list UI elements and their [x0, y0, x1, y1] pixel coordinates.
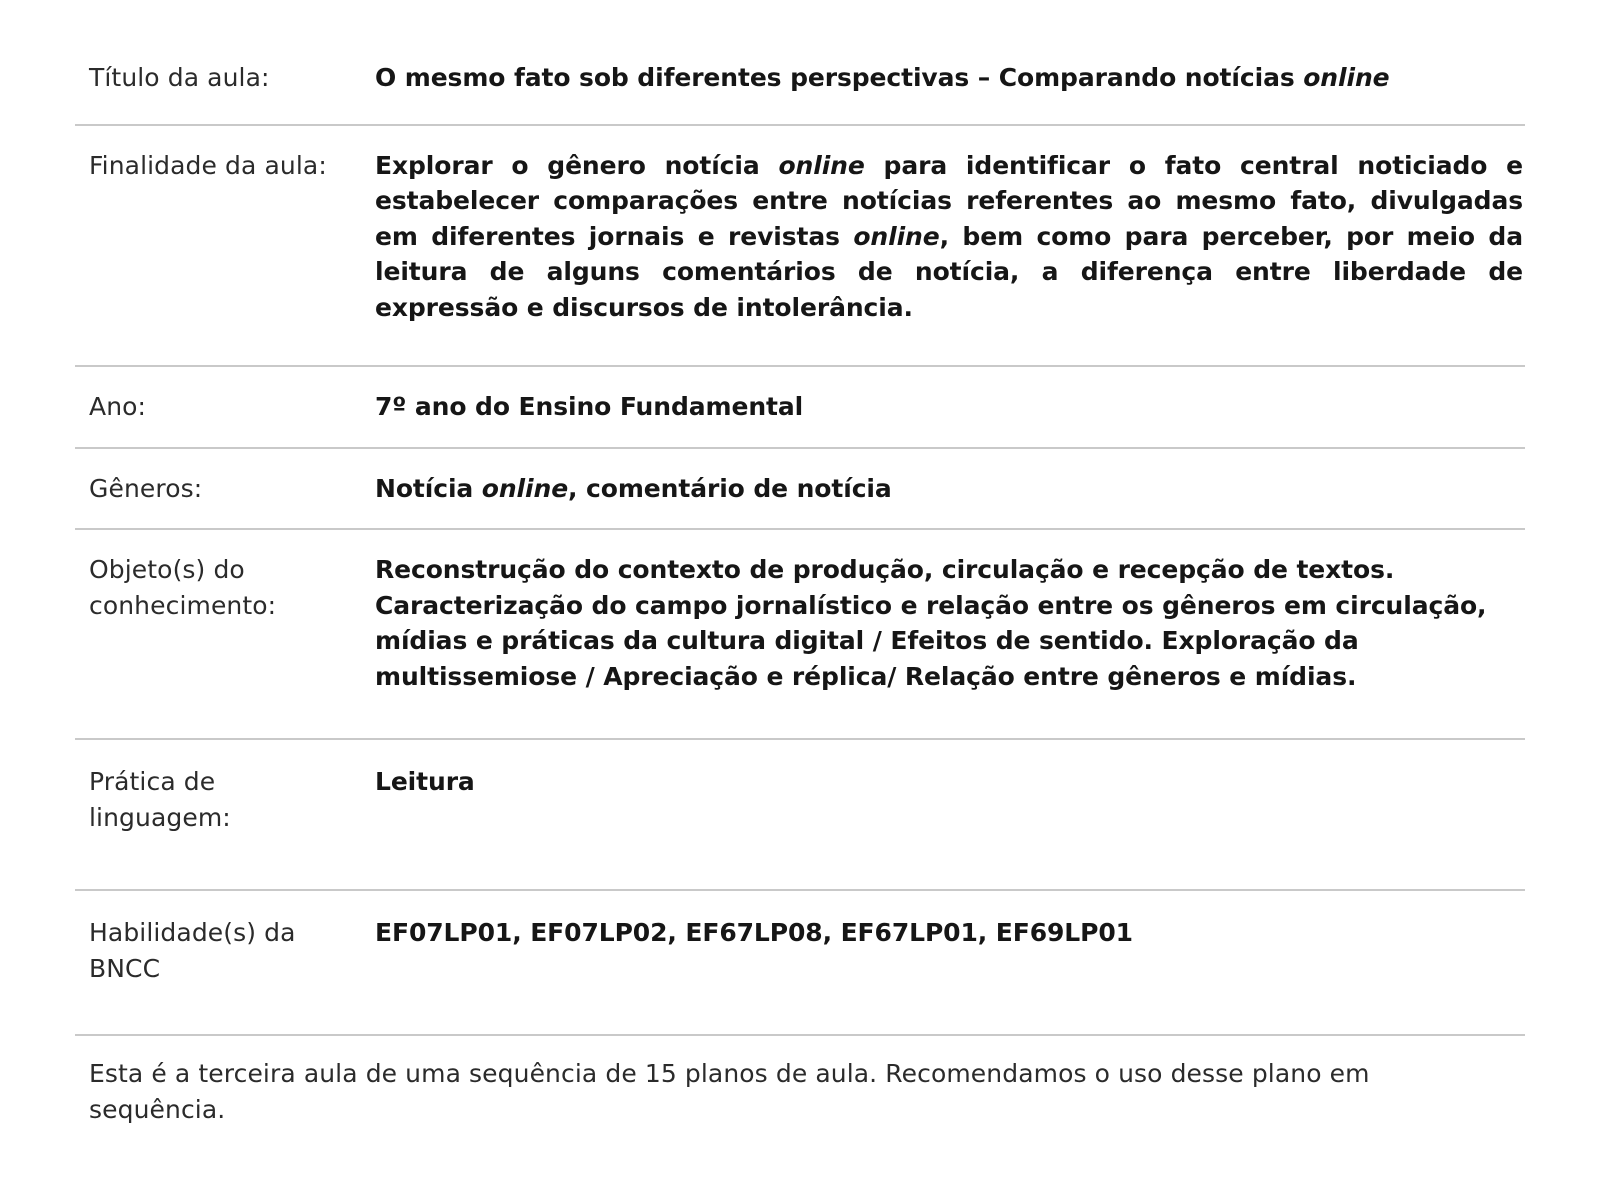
table-row-objetos: [75, 528, 1525, 738]
lesson-plan-table: [75, 0, 1525, 1145]
generos-italic-online: online: [481, 473, 569, 503]
row-value-objetos: Reconstrução do contexto de produção, circulação e recepção de textos. Caracterização do campo jornalístico e relação entre os gêneros em circulação, mídias e práticas da cultura digital / Efeitos de sentido. Exploração da multissemiose / Apreciação e réplica/ Relação entre gêneros e mídias.: [375, 555, 1487, 691]
table-row-habilidades: [75, 889, 1525, 1034]
finalidade-italic-online-1: online: [778, 150, 865, 180]
row-value-pratica: Leitura: [375, 767, 475, 796]
row-label-pratica: Prática de linguagem:: [89, 767, 231, 832]
row-label-objetos: Objeto(s) do conhecimento:: [89, 555, 277, 620]
table-row-pratica: [75, 738, 1525, 889]
row-label-finalidade: Finalidade da aula:: [89, 150, 327, 180]
row-value-habilidades: EF07LP01, EF07LP02, EF67LP08, EF67LP01, EF69LP01: [375, 918, 1133, 947]
table-row-footer-note: [75, 1034, 1525, 1145]
table-row-ano: [75, 365, 1525, 447]
table-row-finalidade: [75, 124, 1525, 366]
generos-text-2: , comentário de notícia: [568, 473, 892, 503]
row-label-generos: Gêneros:: [89, 473, 203, 503]
footer-note: Esta é a terceira aula de uma sequência de 15 planos de aula. Recomendamos o uso desse plano em sequência.: [89, 1059, 1370, 1124]
finalidade-text-1: Explorar o gênero notícia: [375, 150, 779, 180]
row-value-titulo: [375, 34, 1525, 124]
row-value-generos: [375, 449, 1525, 529]
row-label-titulo: Título da aula:: [89, 63, 270, 92]
table-row-generos: [75, 447, 1525, 529]
row-label-habilidades: Habilidade(s) da BNCC: [89, 918, 296, 983]
generos-text-1: Notícia: [375, 473, 482, 503]
row-value-ano: 7º ano do Ensino Fundamental: [375, 392, 804, 421]
row-label-ano: Ano:: [89, 392, 147, 421]
finalidade-text-2: para identificar o fato central noticiado e estabelecer comparações entre notícias referentes ao mesmo fato, divulgadas em diferentes jornais e revistas: [375, 150, 1524, 251]
titulo-text: O mesmo fato sob diferentes perspectivas – Comparando notícias: [375, 63, 1304, 92]
finalidade-italic-online-2: online: [853, 221, 940, 251]
titulo-italic-online: online: [1303, 63, 1390, 92]
table-row-titulo: [75, 34, 1525, 124]
finalidade-text-3: , bem como para perceber, por meio da leitura de alguns comentários de notícia, a diferença entre liberdade de expressão e discursos de intolerância.: [375, 221, 1523, 322]
row-value-finalidade: [375, 126, 1525, 366]
